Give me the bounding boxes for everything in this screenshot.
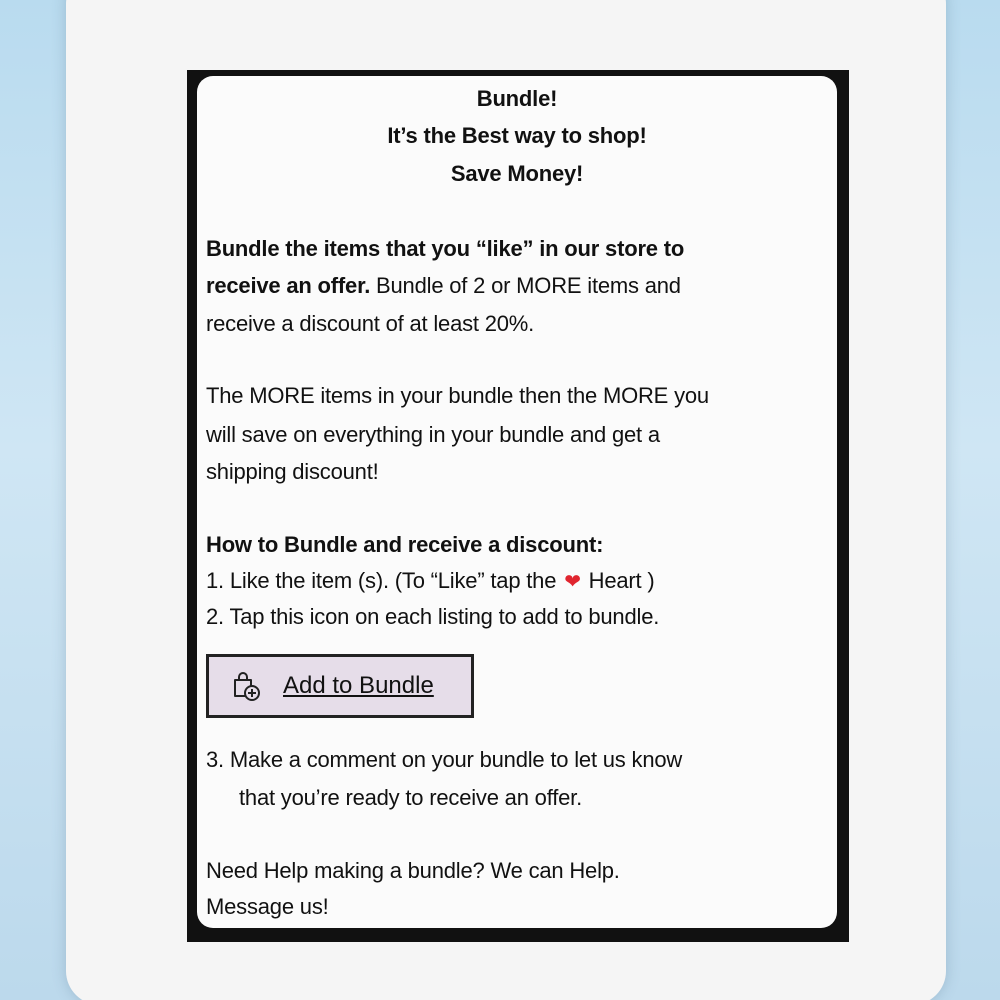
intro-offer-bold: receive an offer. bbox=[206, 273, 371, 298]
intro-line-3: receive a discount of at least 20%. bbox=[206, 311, 535, 336]
howto-step-3-line-1: 3. Make a comment on your bundle to let us know bbox=[206, 747, 683, 772]
more-line-3: shipping discount! bbox=[206, 459, 379, 484]
help-line-1: Need Help making a bundle? We can Help. bbox=[206, 858, 620, 883]
shopping-bag-plus-icon bbox=[231, 670, 261, 702]
more-line-1: The MORE items in your bundle then the MORE you bbox=[206, 383, 709, 408]
intro-line-1: Bundle the items that you “like” in our store to bbox=[206, 236, 685, 261]
subtitle-save-money: Save Money! bbox=[450, 161, 584, 186]
more-line-2: will save on everything in your bundle and get a bbox=[206, 422, 660, 447]
title-bundle: Bundle! bbox=[476, 86, 558, 111]
add-to-bundle-label: Add to Bundle bbox=[283, 672, 434, 699]
bundle-info-screen bbox=[197, 76, 837, 928]
howto-title: How to Bundle and receive a discount: bbox=[206, 532, 604, 557]
howto-step-3-line-2: that you’re ready to receive an offer. bbox=[239, 785, 582, 810]
heart-icon: ❤ bbox=[564, 571, 581, 593]
step-1-heart-text: Heart ) bbox=[582, 568, 655, 593]
step-1-text: 1. Like the item (s). (To “Like” tap the bbox=[206, 568, 557, 593]
subtitle-best-way: It’s the Best way to shop! bbox=[387, 123, 647, 148]
add-to-bundle-button[interactable] bbox=[206, 654, 474, 718]
intro-line-2 bbox=[206, 273, 681, 299]
intro-bundle-text: Bundle of 2 or MORE items and bbox=[370, 273, 681, 298]
howto-step-1 bbox=[206, 568, 655, 594]
help-line-2: Message us! bbox=[206, 894, 329, 919]
howto-step-2: 2. Tap this icon on each listing to add to bundle. bbox=[206, 604, 660, 629]
